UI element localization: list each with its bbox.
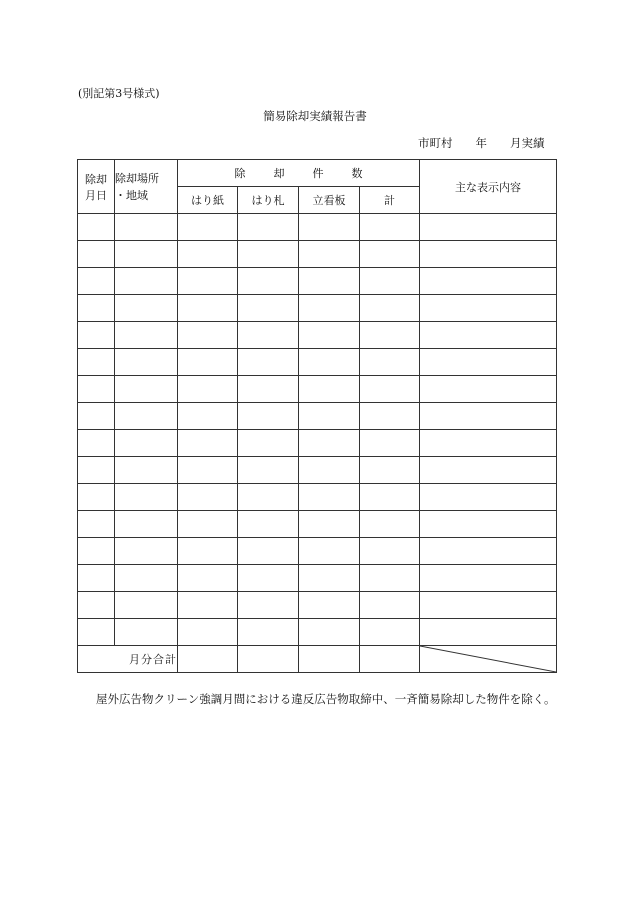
table-cell[interactable] — [115, 376, 178, 403]
table-cell[interactable] — [78, 403, 115, 430]
table-cell[interactable] — [178, 295, 238, 322]
header-place — [115, 160, 178, 214]
total-row-label: 月分合計 — [78, 646, 178, 673]
table-cell[interactable] — [360, 430, 420, 457]
header-count-group-label: 除却件数 — [234, 167, 391, 180]
table-cell[interactable] — [299, 376, 360, 403]
table-cell[interactable] — [420, 268, 557, 295]
table-cell[interactable] — [238, 376, 299, 403]
table-cell[interactable] — [238, 538, 299, 565]
table-row — [78, 619, 557, 646]
table-cell[interactable] — [299, 214, 360, 241]
table-cell[interactable] — [178, 268, 238, 295]
table-cell[interactable] — [78, 214, 115, 241]
table-cell[interactable] — [78, 619, 115, 646]
table-cell[interactable] — [420, 592, 557, 619]
municipality-label: 市町村 — [418, 136, 453, 150]
table-cell[interactable] — [420, 457, 557, 484]
document-title: 簡易除却実績報告書 — [263, 109, 367, 123]
table-cell[interactable] — [299, 565, 360, 592]
table-cell[interactable] — [360, 214, 420, 241]
table-row — [78, 268, 557, 295]
table-cell[interactable] — [360, 403, 420, 430]
table-cell[interactable] — [238, 484, 299, 511]
table-cell[interactable] — [115, 349, 178, 376]
table-cell[interactable] — [299, 268, 360, 295]
table-cell[interactable] — [78, 241, 115, 268]
header-count-group — [178, 160, 420, 187]
table-cell[interactable] — [78, 565, 115, 592]
table-cell[interactable] — [299, 619, 360, 646]
table-row — [78, 592, 557, 619]
header-place-line1: 除却場所 — [115, 171, 159, 185]
table-cell[interactable] — [360, 295, 420, 322]
table-cell[interactable] — [360, 457, 420, 484]
table-row — [78, 457, 557, 484]
table-cell[interactable] — [360, 268, 420, 295]
table-cell[interactable] — [299, 295, 360, 322]
table-cell[interactable] — [115, 457, 178, 484]
table-cell[interactable] — [78, 511, 115, 538]
table-cell[interactable] — [78, 322, 115, 349]
diagonal-line — [420, 646, 556, 672]
table-cell[interactable] — [360, 241, 420, 268]
table-cell[interactable] — [178, 457, 238, 484]
table-row — [78, 430, 557, 457]
table-cell[interactable] — [299, 322, 360, 349]
header-total: 計 — [360, 187, 420, 214]
table-row — [78, 538, 557, 565]
total-cell[interactable] — [178, 646, 238, 673]
table-row — [78, 403, 557, 430]
table-cell[interactable] — [360, 619, 420, 646]
table-cell[interactable] — [420, 214, 557, 241]
table-cell[interactable] — [115, 403, 178, 430]
table-cell[interactable] — [115, 592, 178, 619]
table-cell[interactable] — [420, 565, 557, 592]
table-cell[interactable] — [238, 592, 299, 619]
table-cell[interactable] — [238, 295, 299, 322]
table-cell[interactable] — [299, 457, 360, 484]
table-cell[interactable] — [360, 349, 420, 376]
total-cell[interactable] — [238, 646, 299, 673]
table-cell[interactable] — [178, 619, 238, 646]
table-cell[interactable] — [420, 322, 557, 349]
table-cell[interactable] — [115, 295, 178, 322]
table-cell[interactable] — [420, 430, 557, 457]
header-tag: はり札 — [238, 187, 299, 214]
table-cell[interactable] — [115, 214, 178, 241]
table-cell[interactable] — [115, 511, 178, 538]
table-cell[interactable] — [115, 268, 178, 295]
table-cell[interactable] — [238, 430, 299, 457]
table-cell[interactable] — [115, 322, 178, 349]
table-row — [78, 376, 557, 403]
table-cell[interactable] — [360, 484, 420, 511]
table-cell[interactable] — [299, 241, 360, 268]
table-cell[interactable] — [238, 349, 299, 376]
table-cell[interactable] — [238, 268, 299, 295]
table-cell[interactable] — [178, 241, 238, 268]
table-cell[interactable] — [115, 619, 178, 646]
table-row — [78, 295, 557, 322]
table-cell[interactable] — [115, 484, 178, 511]
month-label: 月実績 — [510, 136, 545, 150]
table-row — [78, 565, 557, 592]
table-cell[interactable] — [238, 241, 299, 268]
table-cell[interactable] — [78, 376, 115, 403]
table-cell[interactable] — [360, 322, 420, 349]
table-cell[interactable] — [178, 538, 238, 565]
table-cell[interactable] — [420, 619, 557, 646]
table-cell[interactable] — [360, 592, 420, 619]
table-cell[interactable] — [178, 592, 238, 619]
report-scope — [418, 135, 545, 151]
table-cell[interactable] — [420, 295, 557, 322]
table-cell[interactable] — [178, 214, 238, 241]
table-cell[interactable] — [299, 484, 360, 511]
table-cell[interactable] — [115, 538, 178, 565]
table-cell[interactable] — [299, 592, 360, 619]
table-cell[interactable] — [420, 241, 557, 268]
table-cell[interactable] — [360, 511, 420, 538]
table-cell[interactable] — [420, 403, 557, 430]
table-cell[interactable] — [238, 322, 299, 349]
table-cell[interactable] — [420, 511, 557, 538]
table-cell[interactable] — [178, 376, 238, 403]
table-cell[interactable] — [238, 214, 299, 241]
table-cell[interactable] — [178, 430, 238, 457]
table-cell[interactable] — [178, 403, 238, 430]
report-table — [77, 159, 557, 673]
header-bill: はり紙 — [178, 187, 238, 214]
table-cell[interactable] — [360, 376, 420, 403]
table-cell[interactable] — [115, 565, 178, 592]
table-cell[interactable] — [178, 322, 238, 349]
table-cell[interactable] — [78, 349, 115, 376]
table-cell[interactable] — [238, 565, 299, 592]
table-cell[interactable] — [299, 403, 360, 430]
header-date — [78, 160, 115, 214]
table-cell[interactable] — [178, 349, 238, 376]
total-cell[interactable] — [360, 646, 420, 673]
table-row — [78, 322, 557, 349]
table-cell[interactable] — [78, 592, 115, 619]
total-row — [78, 646, 557, 673]
table-cell[interactable] — [420, 538, 557, 565]
table-cell[interactable] — [78, 484, 115, 511]
total-cell[interactable] — [299, 646, 360, 673]
footnote: 屋外広告物クリーン強調月間における違反広告物取締中、一斉簡易除却した物件を除く。 — [96, 692, 556, 706]
table-cell[interactable] — [238, 403, 299, 430]
table-cell[interactable] — [78, 430, 115, 457]
table-cell[interactable] — [78, 538, 115, 565]
form-number: (別記第3号様式) — [78, 87, 160, 100]
table-cell[interactable] — [299, 349, 360, 376]
table-cell[interactable] — [78, 268, 115, 295]
table-cell[interactable] — [115, 430, 178, 457]
table-cell[interactable] — [178, 511, 238, 538]
header-place-line2: ・地域 — [115, 188, 148, 202]
total-content-cell-crossed — [420, 646, 557, 673]
table-cell[interactable] — [178, 565, 238, 592]
header-row — [78, 160, 557, 187]
table-cell[interactable] — [115, 241, 178, 268]
header-signboard: 立看板 — [299, 187, 360, 214]
table-row — [78, 241, 557, 268]
table-cell[interactable] — [238, 619, 299, 646]
table-cell[interactable] — [299, 430, 360, 457]
table-row — [78, 484, 557, 511]
table-cell[interactable] — [420, 484, 557, 511]
year-label: 年 — [475, 136, 487, 150]
header-date-line2: 月日 — [85, 188, 107, 202]
table-cell[interactable] — [420, 376, 557, 403]
table-row — [78, 214, 557, 241]
table-cell[interactable] — [360, 565, 420, 592]
table-cell[interactable] — [360, 538, 420, 565]
table-row — [78, 511, 557, 538]
table-cell[interactable] — [299, 538, 360, 565]
table-cell[interactable] — [78, 295, 115, 322]
table-row — [78, 349, 557, 376]
table-cell[interactable] — [299, 511, 360, 538]
table-cell[interactable] — [178, 484, 238, 511]
table-cell[interactable] — [420, 349, 557, 376]
header-date-line1: 除却 — [85, 172, 107, 186]
table-cell[interactable] — [238, 457, 299, 484]
header-content: 主な表示内容 — [420, 160, 557, 214]
table-cell[interactable] — [78, 457, 115, 484]
table-cell[interactable] — [238, 511, 299, 538]
